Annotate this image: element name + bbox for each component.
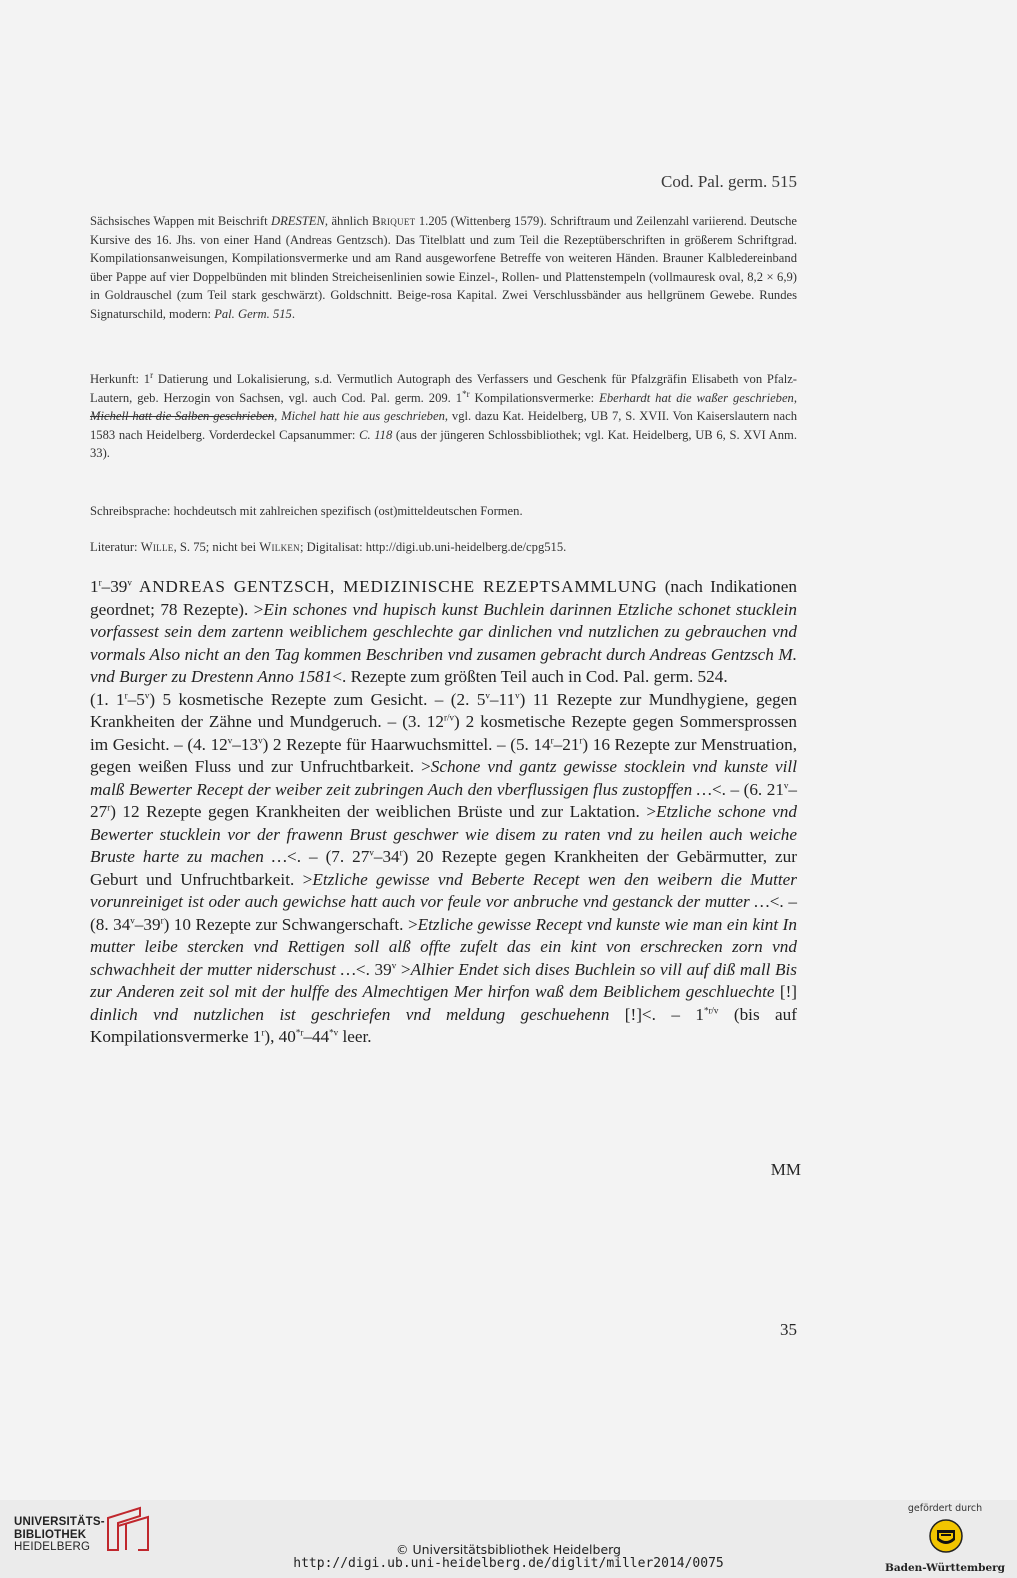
- baden-wuerttemberg-crest-icon: [928, 1518, 964, 1554]
- shelfmark-header: Cod. Pal. germ. 515: [661, 172, 797, 191]
- author-initials: MM: [770, 1160, 801, 1179]
- provenance-paragraph: Herkunft: 1$^r$ Datierung und Lokalisierung, s.d. Vermutlich Autograph des Verfassers und Geschenk für Pfalzgräfin Elisabeth von Pfalz-Lautern, geb. Herzogin von Sachsen, vgl. auch Cod. Pal. germ. 209. 1$^{*r}$ Kompilationsvermerke: Eberhardt hat die waßer geschrieben, Michell hatt die Salben geschrieben, Michel hatt hie aus geschrieben, vgl. dazu Kat. Heidelberg, UB 7, S. XVII. Von Kaiserslautern nach 1583 nach Heidelberg. Vorderdeckel Capsanummer: C. 118 (aus der jüngeren Schlossbibliothek; vgl. Kat. Heidelberg, UB 6, S. XVI Anm. 33).: [90, 369, 798, 461]
- sponsor-label: gefördert durch: [907, 1503, 983, 1514]
- library-name-line3: HEIDELBERG: [14, 1541, 91, 1553]
- language-paragraph: Schreibsprache: hochdeutsch mit zahlreichen spezifisch (ost)mitteldeutschen Formen.: [90, 504, 523, 518]
- literature-note: [90, 538, 797, 557]
- description-paragraph: Sächsisches Wappen mit Beischrift DRESTEN, ähnlich Briquet 1.205 (Wittenberg 1579). Schriftraum und Zeilenzahl variierend. Deutsche Kursive des 16. Jhs. von einer Hand (Andreas Gentzsch). Das Titelblatt und zum Teil die Rezeptüberschriften in größerem Schriftgrad. Kompilationsanweisungen, Kompilationsvermerke und am Rand ausgeworfene Betreffe von weiteren Händen. Brauner Kalbledereinband über Pappe auf vier Doppelbünden mit blinden Streicheisenlinien sowie Einzel-, Rollen- und Plattenstempeln (vollmauresk oval, 8,2 × 6,9) in Goldrauschel (zum Teil stark geschwärzt). Goldschnitt. Beige-rosa Kapital. Zwei Verschlussbänder aus hellgrünem Gewebe. Rundes Signaturschild, modern: Pal. Germ. 515.: [90, 214, 798, 321]
- entry-text: [90, 576, 797, 1049]
- library-name-line2: BIBLIOTHEK: [14, 1528, 87, 1541]
- description-block: [90, 212, 797, 324]
- sponsor-block: [880, 1500, 1010, 1578]
- permalink-url[interactable]: http://digi.ub.uni-heidelberg.de/diglit/miller2014/0075: [293, 1556, 724, 1571]
- sponsor-name: Baden-Württemberg: [884, 1562, 1006, 1574]
- entry-heading: 1$^r$–39$^v$ ANDREAS GENTZSCH, MEDIZINISCHE REZEPTSAMMLUNG (nach Indikationen geordnet; 78 Rezepte). >Ein schones vnd hupisch kunst Buchlein darinnen Etzliche schonet stucklein vorfassest sein dem zartenn weiblichem geschlechte gar dinlichen vnd nutzlichen zu gebrauchen vnd vormals Also nicht an den Tag kommen Beschriben vnd zusamen gebracht durch Andreas Gentzsch M. vnd Burger zu Drestenn Anno 1581<. Rezepte zum größten Teil auch in Cod. Pal. germ. 524.: [90, 577, 798, 686]
- language-note: [90, 502, 797, 521]
- page-number: 35: [780, 1320, 797, 1339]
- literature-paragraph: Literatur: Wille, S. 75; nicht bei Wilken; Digitalisat: http://digi.ub.uni-heidelberg.de/cpg515.: [90, 540, 567, 554]
- entry-contents: (1. 1$^r$–5$^v$) 5 kosmetische Rezepte zum Gesicht. – (2. 5$^v$–11$^v$) 11 Rezepte zur Mundhygiene, gegen Krankheiten der Zähne und Mundgeruch. – (3. $12^{r/v}$) 2 kosmetische Rezepte gegen Sommersprossen im Gesicht. – (4. 12$^v$–13$^v$) 2 Rezepte für Haarwuchsmittel. – (5. 14$^r$–21$^r$) 16 Rezepte zur Menstruation, gegen weißen Fluss und zur Unfruchtbarkeit. >Schone vnd gantz gewisse stocklein vnd kunste vill malß Bewerter Recept der weiber zeit zubringen Auch den vberflussigen flus zustopffen …<. – (6. 21$^v$–27$^r$) 12 Rezepte gegen Krankheiten der weiblichen Brüste und zur Laktation. >Etzliche schone vnd Bewerter stucklein vor der frawenn Brust geschwer wie disem zu raten vnd zu heilen auch weiche Bruste harte zu machen …<. – (7. 27$^v$–34$^r$) 20 Rezepte gegen Krankheiten der Gebärmutter, zur Geburt und Unfruchtbarkeit. >Etzliche gewisse vnd Beberte Recept wen den weibern die Mutter vorunreiniget ist oder auch gewichse hatt auch vor feule vor anbruche vnd gestanck der mutter …<. – (8. 34$^v$–39$^r$) 10 Rezepte zur Schwangerschaft. >Etzliche gewisse Recept vnd kunste wie man ein kint In mutter leibe stercken vnd Rettigen soll alß offte zufelt das ein kint von erschrecken zorn vnd schwachheit der mutter niderschust …<. $39^v$ >Alhier Endet sich dises Buchlein so vill auf diß mall Bis zur Anderen zeit sol mit der hulffe des Almechtigen Mer hirfon waß dem Beiblichem geschluechte [!] dinlich vnd nutzlichen ist geschriefen vnd meldung geschuehenn [!]<. – $1^{*r/v}$ (bis auf Kompilationsvermerke 1$^r$), 40$^{*r}$–44$^{*v}$ leer.: [90, 689, 798, 1046]
- copyright-notice: © Universitätsbibliothek Heidelberg: [395, 1542, 621, 1557]
- library-name-line1: UNIVERSITÄTS-: [14, 1516, 105, 1528]
- provenance-block: [90, 370, 797, 463]
